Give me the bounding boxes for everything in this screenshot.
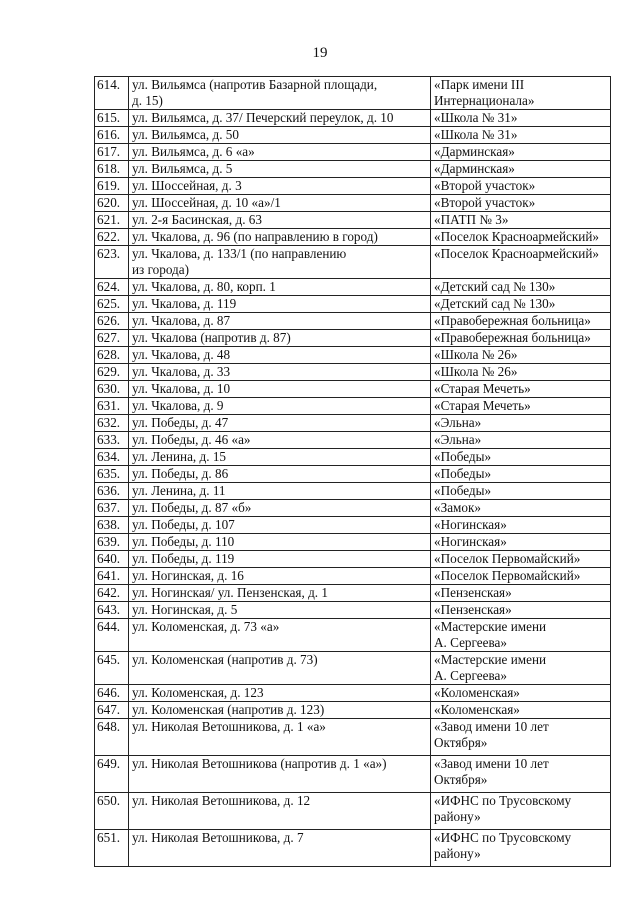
stop-name-cell: «Дарминская» bbox=[431, 161, 611, 178]
address-cell: ул. Николая Ветошникова, д. 7 bbox=[129, 830, 431, 867]
stop-name-cell: «Школа № 31» bbox=[431, 110, 611, 127]
table-row bbox=[95, 313, 611, 330]
table-row bbox=[95, 381, 611, 398]
table-row bbox=[95, 619, 611, 652]
row-number-cell: 634. bbox=[95, 449, 129, 466]
row-number-cell: 638. bbox=[95, 517, 129, 534]
table-row bbox=[95, 432, 611, 449]
row-number-cell: 625. bbox=[95, 296, 129, 313]
stop-name-cell: «Завод имени 10 лет Октября» bbox=[431, 719, 611, 756]
table-row bbox=[95, 347, 611, 364]
address-cell: ул. Чкалова, д. 33 bbox=[129, 364, 431, 381]
address-cell: ул. Коломенская, д. 73 «а» bbox=[129, 619, 431, 652]
row-number-cell: 626. bbox=[95, 313, 129, 330]
stop-name-cell: «Второй участок» bbox=[431, 195, 611, 212]
address-cell: ул. Чкалова, д. 119 bbox=[129, 296, 431, 313]
stop-name-cell: «Пензенская» bbox=[431, 585, 611, 602]
row-number-cell: 636. bbox=[95, 483, 129, 500]
stop-name-cell: «Коломенская» bbox=[431, 702, 611, 719]
table-row bbox=[95, 330, 611, 347]
table-row bbox=[95, 585, 611, 602]
row-number-cell: 618. bbox=[95, 161, 129, 178]
table-row bbox=[95, 195, 611, 212]
address-cell: ул. Коломенская, д. 123 bbox=[129, 685, 431, 702]
table-row bbox=[95, 398, 611, 415]
address-cell: ул. Чкалова, д. 9 bbox=[129, 398, 431, 415]
row-number-cell: 645. bbox=[95, 652, 129, 685]
row-number-cell: 624. bbox=[95, 279, 129, 296]
stop-name-cell: «Второй участок» bbox=[431, 178, 611, 195]
address-cell: ул. Николая Ветошникова (напротив д. 1 «а») bbox=[129, 756, 431, 793]
stop-name-cell: «ИФНС по Трусовскому району» bbox=[431, 793, 611, 830]
row-number-cell: 628. bbox=[95, 347, 129, 364]
table-row bbox=[95, 229, 611, 246]
address-cell: ул. Победы, д. 119 bbox=[129, 551, 431, 568]
table-row bbox=[95, 279, 611, 296]
table-row bbox=[95, 415, 611, 432]
row-number-cell: 622. bbox=[95, 229, 129, 246]
address-cell: ул. Николая Ветошникова, д. 12 bbox=[129, 793, 431, 830]
address-cell: ул. Ногинская, д. 16 bbox=[129, 568, 431, 585]
stop-name-cell: «Правобережная больница» bbox=[431, 313, 611, 330]
stop-name-cell: «Поселок Красноармейский» bbox=[431, 246, 611, 279]
address-cell: ул. Победы, д. 87 «б» bbox=[129, 500, 431, 517]
stop-name-cell: «Школа № 26» bbox=[431, 347, 611, 364]
stop-name-cell: «Правобережная больница» bbox=[431, 330, 611, 347]
row-number-cell: 621. bbox=[95, 212, 129, 229]
table-row bbox=[95, 466, 611, 483]
address-cell: ул. Коломенская (напротив д. 123) bbox=[129, 702, 431, 719]
address-cell: ул. Чкалова, д. 96 (по направлению в город) bbox=[129, 229, 431, 246]
address-cell: ул. Победы, д. 46 «а» bbox=[129, 432, 431, 449]
row-number-cell: 629. bbox=[95, 364, 129, 381]
row-number-cell: 617. bbox=[95, 144, 129, 161]
table-row bbox=[95, 500, 611, 517]
row-number-cell: 641. bbox=[95, 568, 129, 585]
address-cell: ул. Вильямса, д. 6 «а» bbox=[129, 144, 431, 161]
bus-stops-table-body bbox=[95, 77, 611, 867]
table-row bbox=[95, 517, 611, 534]
address-cell: ул. Чкалова, д. 48 bbox=[129, 347, 431, 364]
row-number-cell: 644. bbox=[95, 619, 129, 652]
row-number-cell: 648. bbox=[95, 719, 129, 756]
stop-name-cell: «Детский сад № 130» bbox=[431, 296, 611, 313]
table-row bbox=[95, 793, 611, 830]
stop-name-cell: «Коломенская» bbox=[431, 685, 611, 702]
table-row bbox=[95, 652, 611, 685]
row-number-cell: 630. bbox=[95, 381, 129, 398]
table-row bbox=[95, 568, 611, 585]
table-row bbox=[95, 719, 611, 756]
stop-name-cell: «Поселок Первомайский» bbox=[431, 568, 611, 585]
stop-name-cell: «Победы» bbox=[431, 466, 611, 483]
address-cell: ул. Шоссейная, д. 3 bbox=[129, 178, 431, 195]
row-number-cell: 647. bbox=[95, 702, 129, 719]
page-number: 19 bbox=[312, 45, 328, 61]
row-number-cell: 623. bbox=[95, 246, 129, 279]
table-row bbox=[95, 830, 611, 867]
table-row bbox=[95, 77, 611, 110]
row-number-cell: 631. bbox=[95, 398, 129, 415]
row-number-cell: 616. bbox=[95, 127, 129, 144]
table-row bbox=[95, 364, 611, 381]
address-cell: ул. Коломенская (напротив д. 73) bbox=[129, 652, 431, 685]
address-cell: ул. Ногинская, д. 5 bbox=[129, 602, 431, 619]
stop-name-cell: «Школа № 26» bbox=[431, 364, 611, 381]
stop-name-cell: «Ногинская» bbox=[431, 534, 611, 551]
address-cell: ул. Вильямса (напротив Базарной площади, д. 15) bbox=[129, 77, 431, 110]
table-row bbox=[95, 110, 611, 127]
table-row bbox=[95, 702, 611, 719]
table-row bbox=[95, 246, 611, 279]
table-row bbox=[95, 756, 611, 793]
stop-name-cell: «ПАТП № 3» bbox=[431, 212, 611, 229]
stop-name-cell: «Детский сад № 130» bbox=[431, 279, 611, 296]
row-number-cell: 635. bbox=[95, 466, 129, 483]
stop-name-cell: «Старая Мечеть» bbox=[431, 398, 611, 415]
stop-name-cell: «Мастерские имени А. Сергеева» bbox=[431, 619, 611, 652]
stop-name-cell: «Победы» bbox=[431, 483, 611, 500]
table-row bbox=[95, 127, 611, 144]
table-row bbox=[95, 449, 611, 466]
address-cell: ул. Чкалова (напротив д. 87) bbox=[129, 330, 431, 347]
address-cell: ул. Чкалова, д. 87 bbox=[129, 313, 431, 330]
table-row bbox=[95, 296, 611, 313]
row-number-cell: 646. bbox=[95, 685, 129, 702]
stop-name-cell: «Победы» bbox=[431, 449, 611, 466]
row-number-cell: 651. bbox=[95, 830, 129, 867]
address-cell: ул. Победы, д. 47 bbox=[129, 415, 431, 432]
row-number-cell: 642. bbox=[95, 585, 129, 602]
stop-name-cell: «Пензенская» bbox=[431, 602, 611, 619]
bus-stops-table bbox=[94, 76, 611, 867]
stop-name-cell: «Мастерские имени А. Сергеева» bbox=[431, 652, 611, 685]
row-number-cell: 615. bbox=[95, 110, 129, 127]
address-cell: ул. Победы, д. 107 bbox=[129, 517, 431, 534]
stop-name-cell: «Эльна» bbox=[431, 415, 611, 432]
row-number-cell: 650. bbox=[95, 793, 129, 830]
stop-name-cell: «Парк имени III Интернационала» bbox=[431, 77, 611, 110]
row-number-cell: 627. bbox=[95, 330, 129, 347]
stop-name-cell: «ИФНС по Трусовскому району» bbox=[431, 830, 611, 867]
stop-name-cell: «Дарминская» bbox=[431, 144, 611, 161]
table-row bbox=[95, 685, 611, 702]
table-row bbox=[95, 161, 611, 178]
address-cell: ул. Победы, д. 86 bbox=[129, 466, 431, 483]
table-row bbox=[95, 534, 611, 551]
table-row bbox=[95, 551, 611, 568]
address-cell: ул. Николая Ветошникова, д. 1 «а» bbox=[129, 719, 431, 756]
address-cell: ул. Чкалова, д. 80, корп. 1 bbox=[129, 279, 431, 296]
address-cell: ул. 2-я Басинская, д. 63 bbox=[129, 212, 431, 229]
stop-name-cell: «Завод имени 10 лет Октября» bbox=[431, 756, 611, 793]
address-cell: ул. Ленина, д. 11 bbox=[129, 483, 431, 500]
address-cell: ул. Чкалова, д. 133/1 (по направлению из города) bbox=[129, 246, 431, 279]
row-number-cell: 614. bbox=[95, 77, 129, 110]
row-number-cell: 619. bbox=[95, 178, 129, 195]
address-cell: ул. Победы, д. 110 bbox=[129, 534, 431, 551]
stop-name-cell: «Ногинская» bbox=[431, 517, 611, 534]
table-row bbox=[95, 212, 611, 229]
address-cell: ул. Вильямса, д. 50 bbox=[129, 127, 431, 144]
row-number-cell: 640. bbox=[95, 551, 129, 568]
address-cell: ул. Шоссейная, д. 10 «а»/1 bbox=[129, 195, 431, 212]
address-cell: ул. Вильямса, д. 37/ Печерский переулок, д. 10 bbox=[129, 110, 431, 127]
address-cell: ул. Чкалова, д. 10 bbox=[129, 381, 431, 398]
table-row bbox=[95, 144, 611, 161]
row-number-cell: 649. bbox=[95, 756, 129, 793]
address-cell: ул. Вильямса, д. 5 bbox=[129, 161, 431, 178]
row-number-cell: 643. bbox=[95, 602, 129, 619]
row-number-cell: 633. bbox=[95, 432, 129, 449]
stop-name-cell: «Старая Мечеть» bbox=[431, 381, 611, 398]
stop-name-cell: «Эльна» bbox=[431, 432, 611, 449]
table-row bbox=[95, 602, 611, 619]
row-number-cell: 639. bbox=[95, 534, 129, 551]
address-cell: ул. Ногинская/ ул. Пензенская, д. 1 bbox=[129, 585, 431, 602]
table-row bbox=[95, 178, 611, 195]
stop-name-cell: «Поселок Первомайский» bbox=[431, 551, 611, 568]
row-number-cell: 632. bbox=[95, 415, 129, 432]
address-cell: ул. Ленина, д. 15 bbox=[129, 449, 431, 466]
stop-name-cell: «Школа № 31» bbox=[431, 127, 611, 144]
row-number-cell: 620. bbox=[95, 195, 129, 212]
stop-name-cell: «Замок» bbox=[431, 500, 611, 517]
table-row bbox=[95, 483, 611, 500]
row-number-cell: 637. bbox=[95, 500, 129, 517]
stop-name-cell: «Поселок Красноармейский» bbox=[431, 229, 611, 246]
